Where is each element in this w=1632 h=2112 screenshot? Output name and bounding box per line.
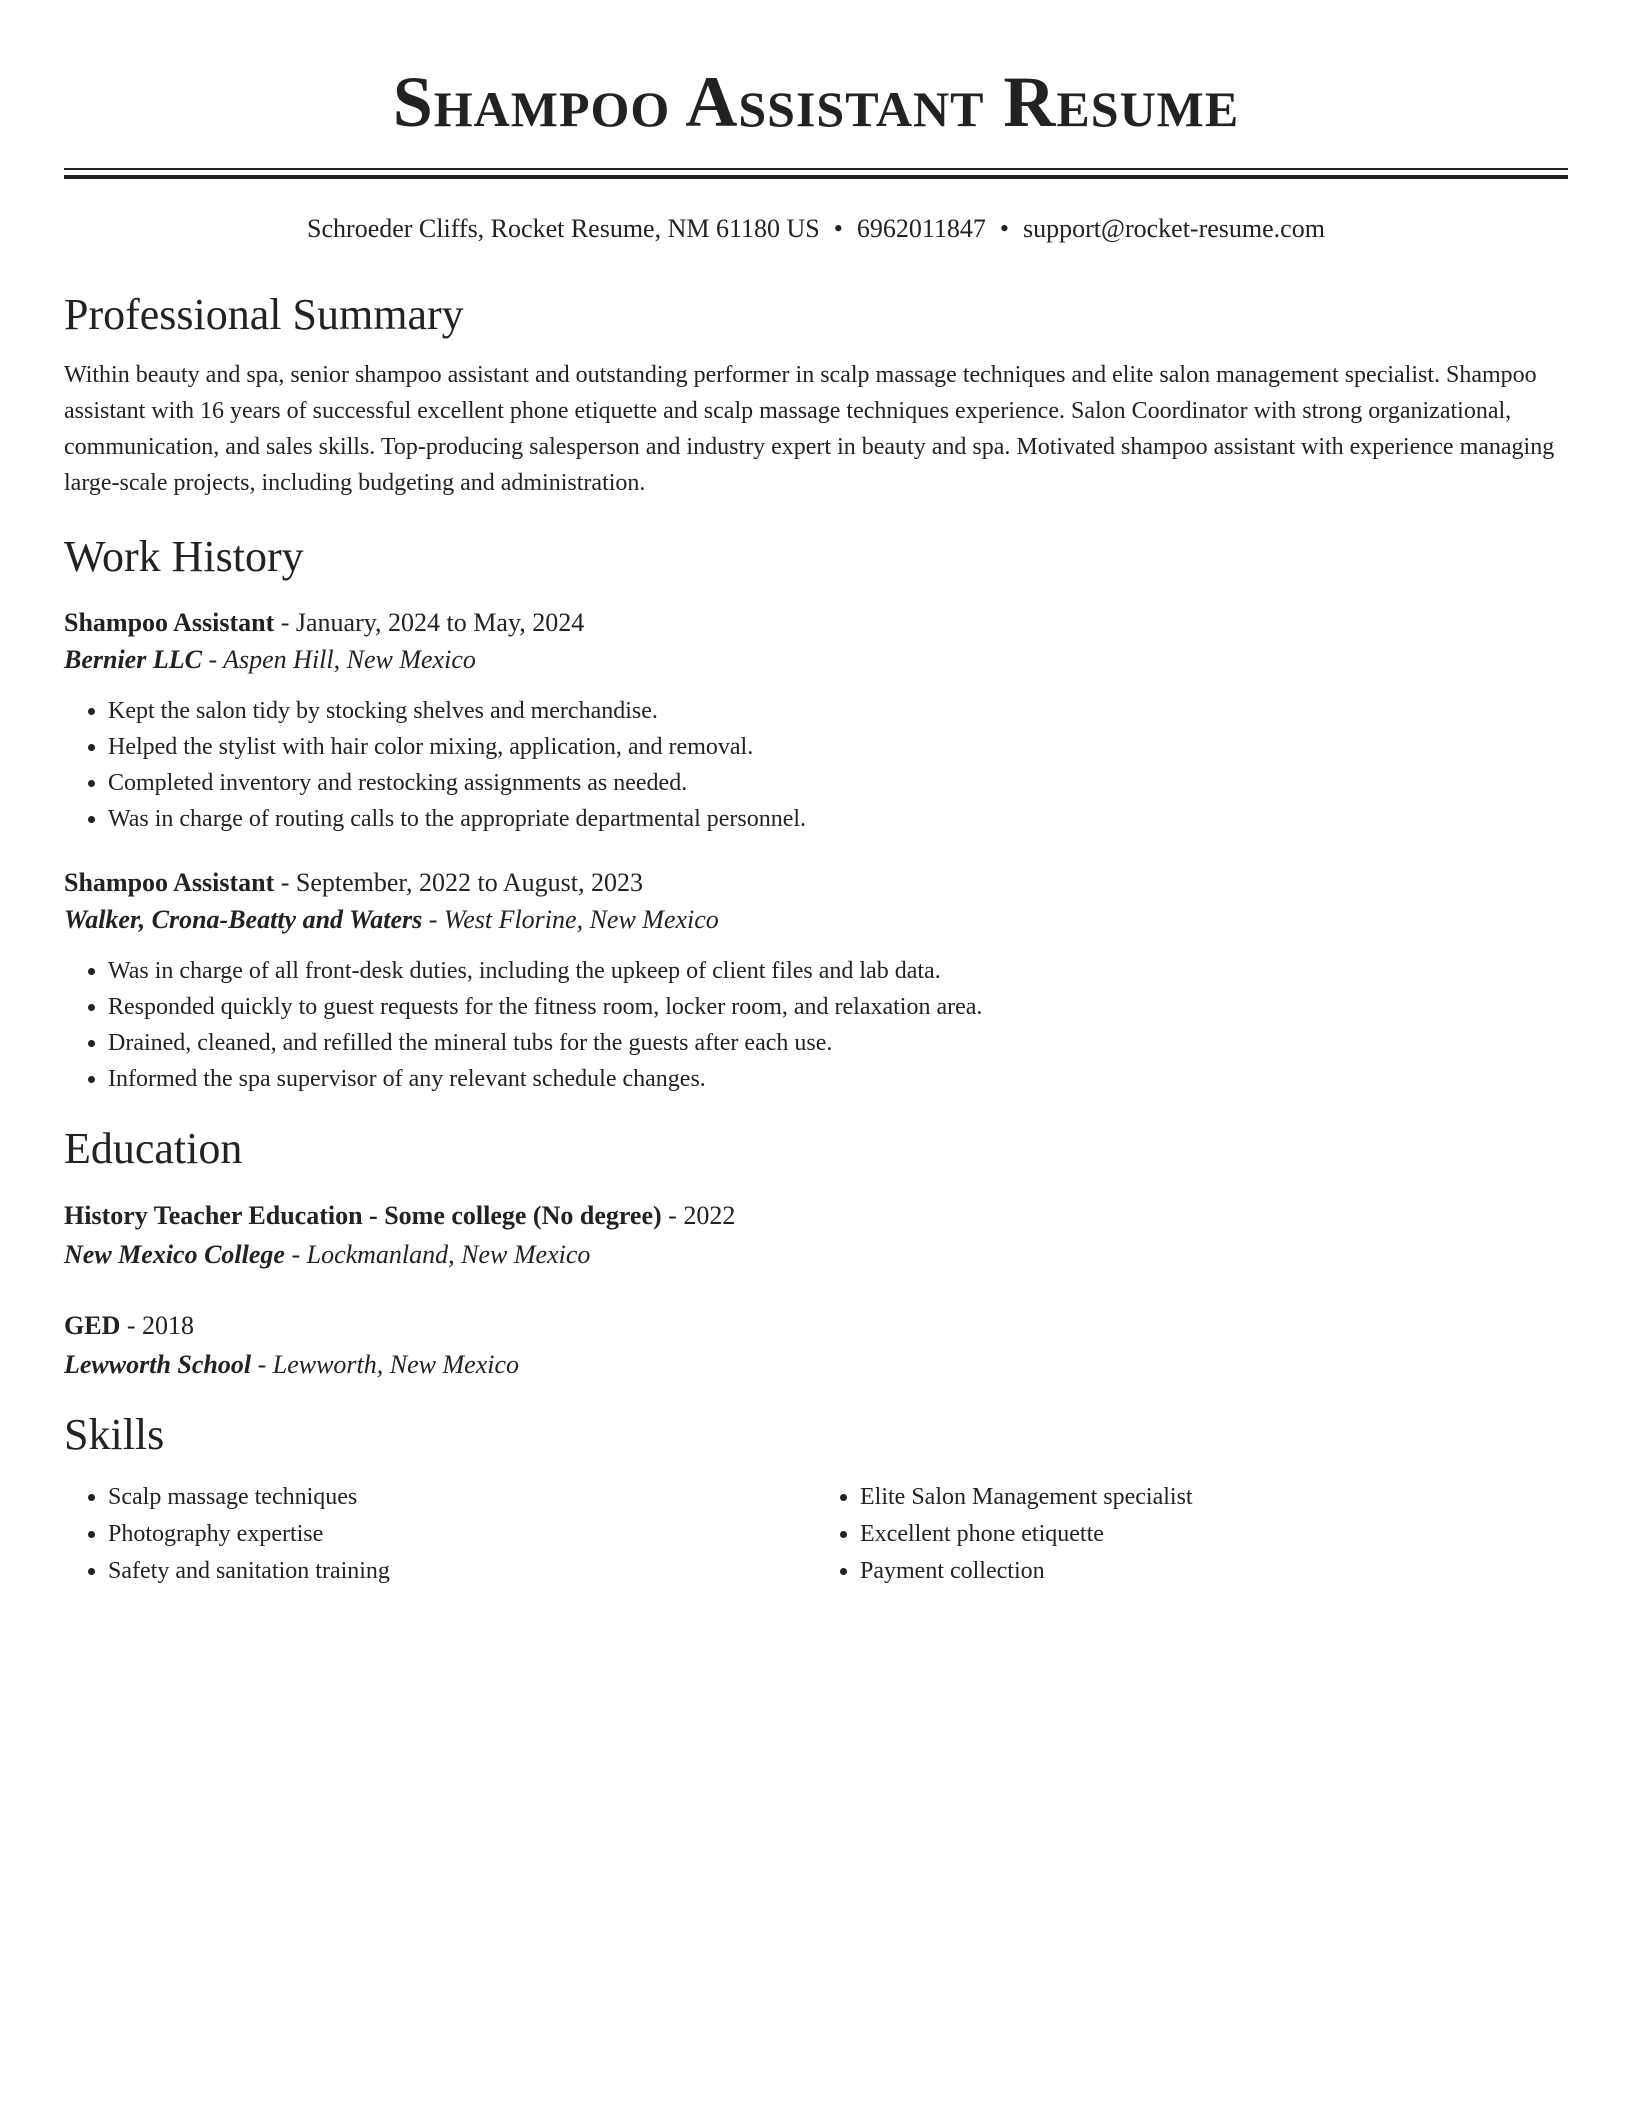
- contact-separator: •: [833, 214, 843, 243]
- page-title: Shampoo Assistant Resume: [392, 62, 1240, 142]
- list-item: • Was in charge of all front-desk duties, including the upkeep of client files and lab data.: [108, 953, 1568, 989]
- list-item: • Elite Salon Management specialist: [860, 1479, 1568, 1516]
- education-entry: [64, 1307, 1568, 1385]
- summary-heading: Professional Summary: [64, 290, 464, 339]
- education-heading: Education: [64, 1124, 243, 1173]
- education-year: - 2022: [661, 1201, 736, 1230]
- job-location: - West Florine, New Mexico: [422, 905, 719, 934]
- list-item: • Safety and sanitation training: [108, 1553, 816, 1590]
- job-dates: - January, 2024 to May, 2024: [274, 608, 585, 637]
- list-item: • Informed the spa supervisor of any relevant schedule changes.: [108, 1061, 1568, 1097]
- job-company: Bernier LLC: [64, 645, 202, 674]
- skills-column-left: [64, 1479, 816, 1590]
- list-item: • Helped the stylist with hair color mixing, application, and removal.: [108, 729, 1568, 765]
- contact-line: [64, 213, 1568, 245]
- education-school: Lewworth School: [64, 1350, 252, 1379]
- education-location: - Lewworth, New Mexico: [251, 1350, 520, 1379]
- list-item: • Payment collection: [860, 1553, 1568, 1590]
- job-duties: [64, 953, 1568, 1097]
- work-history-heading: Work History: [64, 532, 304, 581]
- education-header: [64, 1307, 1568, 1345]
- list-item: • Was in charge of routing calls to the appropriate departmental personnel.: [108, 801, 1568, 837]
- job-duties: [64, 693, 1568, 837]
- list-item: • Drained, cleaned, and refilled the mineral tubs for the guests after each use.: [108, 1025, 1568, 1061]
- list-item: • Kept the salon tidy by stocking shelves and merchandise.: [108, 693, 1568, 729]
- education-header: [64, 1197, 1568, 1235]
- education-school-line: [64, 1345, 1568, 1385]
- job-title: Shampoo Assistant: [64, 608, 275, 637]
- job-entry: [64, 865, 1568, 1097]
- skills-column-right: [816, 1479, 1568, 1590]
- job-company: Walker, Crona-Beatty and Waters: [64, 905, 423, 934]
- job-dates: - September, 2022 to August, 2023: [274, 868, 643, 897]
- contact-separator: •: [999, 214, 1010, 243]
- job-employer: [64, 641, 1568, 679]
- education-location: - Lockmanland, New Mexico: [284, 1240, 591, 1269]
- job-entry: [64, 605, 1568, 837]
- education-entry: [64, 1197, 1568, 1275]
- skills-heading: Skills: [64, 1410, 165, 1459]
- contact-phone: 6962011847: [856, 214, 986, 243]
- education-degree: GED: [64, 1311, 121, 1340]
- education-degree: History Teacher Education - Some college (No degree): [64, 1201, 662, 1230]
- list-item: • Excellent phone etiquette: [860, 1516, 1568, 1553]
- title-divider: [64, 168, 1568, 179]
- summary-text: Within beauty and spa, senior shampoo assistant and outstanding performer in scalp massage techniques and elite salon management specialist. Shampoo assistant with 16 years of successful excellent phone etiquette and scalp massage techniques experience. Salon Coordinator with strong organizational, communication, and sales skills. Top-producing salesperson and industry expert in beauty and spa. Motivated shampoo assistant with experience managing large-scale projects, including budgeting and administration.: [64, 362, 1555, 496]
- list-item: • Responded quickly to guest requests for the fitness room, locker room, and relaxation area.: [108, 989, 1568, 1025]
- job-location: - Aspen Hill, New Mexico: [201, 645, 476, 674]
- education-school: New Mexico College: [64, 1240, 285, 1269]
- list-item: • Photography expertise: [108, 1516, 816, 1553]
- job-header: [64, 605, 1568, 641]
- list-item: • Completed inventory and restocking assignments as needed.: [108, 765, 1568, 801]
- contact-email: support@rocket-resume.com: [1023, 214, 1325, 243]
- skills-list: [64, 1479, 1568, 1590]
- job-title: Shampoo Assistant: [64, 868, 275, 897]
- education-school-line: [64, 1235, 1568, 1275]
- job-header: [64, 865, 1568, 901]
- list-item: • Scalp massage techniques: [108, 1479, 816, 1516]
- job-employer: [64, 901, 1568, 939]
- contact-address: Schroeder Cliffs, Rocket Resume, NM 61180 US: [307, 214, 820, 243]
- education-year: - 2018: [120, 1311, 195, 1340]
